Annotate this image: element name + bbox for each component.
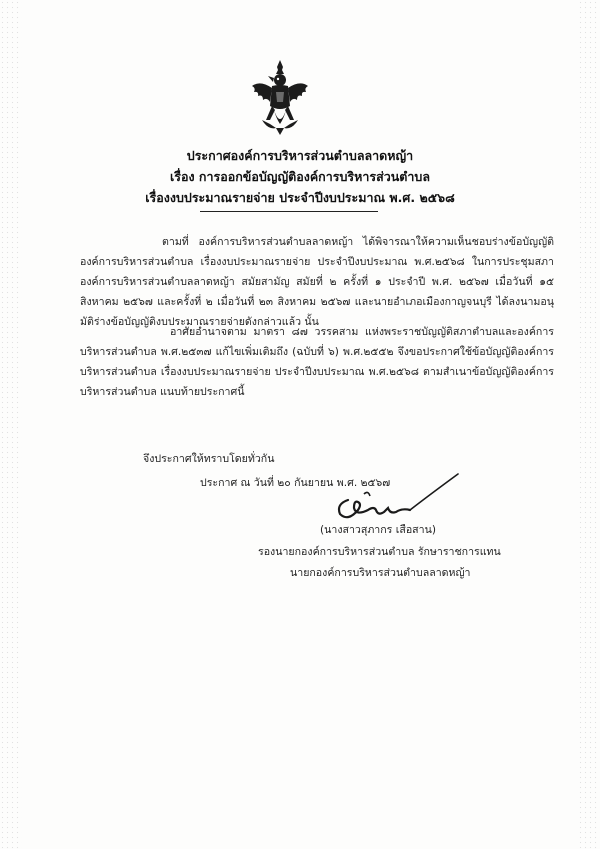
signer-position-2: นายกองค์การบริหารส่วนตำบลลาดหญ้า [290,567,471,579]
announcement-line: จึงประกาศให้ทราบโดยทั่วกัน [143,453,275,465]
date-line: ประกาศ ณ วันที่ ๒๐ กันยายน พ.ศ. ๒๕๖๗ [200,477,391,489]
scan-edge-left [0,0,22,849]
title-line-1: ประกาศองค์การบริหารส่วนตำบลลาดหญ้า [186,148,414,163]
signer-position-1: รองนายกองค์การบริหารส่วนตำบล รักษาราชการแทน [258,546,501,558]
signer-name: (นางสาวสุภากร เสือสาน) [320,524,436,536]
paragraph-2: อาศัยอำนาจตาม มาตรา ๘๗ วรรคสาม แห่งพระราชบัญญัติสภาตำบลและองค์การบริหารส่วนตำบล พ.ศ.๒๕๓๗ แก้ไขเพิ่มเติมถึง (ฉบับที่ ๖) พ.ศ.๒๕๕๒ จึงขอประกาศใช้ข้อบัญญัติองค์การบริหารส่วนตำบล เรื่องงบประมาณรายจ่าย ประจำปีงบประมาณ พ.ศ.๒๕๖๘ ตามสำเนาข้อบัญญัติองค์การบริหารส่วนตำบล แนบท้ายประกาศนี้ [80,326,554,398]
title-line-3: เรื่องงบประมาณรายจ่าย ประจำปีงบประมาณ พ.ศ. ๒๕๖๘ [145,190,455,205]
garuda-emblem-icon [248,58,312,136]
title-line-2: เรื่อง การออกข้อบัญญัติองค์การบริหารส่วนตำบล [169,169,431,184]
title-underline [200,211,378,212]
scan-edge-right [578,0,600,849]
paragraph-1: ตามที่ องค์การบริหารส่วนตำบลลาดหญ้า ได้พิจารณาให้ความเห็นชอบร่างข้อบัญญัติองค์การบริหารส่วนตำบล เรื่องงบประมาณรายจ่าย ประจำปีงบประมาณ พ.ศ.๒๕๖๘ ในการประชุมสภาองค์การบริหารส่วนตำบลลาดหญ้า สมัยสามัญ สมัยที่ ๒ ครั้งที่ ๑ ประจำปี พ.ศ. ๒๕๖๗ เมื่อวันที่ ๑๕ สิงหาคม ๒๕๖๗ และครั้งที่ ๒ เมื่อวันที่ ๒๓ สิงหาคม ๒๕๖๗ และนายอำเภอเมืองกาญจนบุรี ได้ลงนามอนุมัติร่างข้อบัญญัติงบประมาณรายจ่ายดังกล่าวแล้ว นั้น [80,236,554,328]
